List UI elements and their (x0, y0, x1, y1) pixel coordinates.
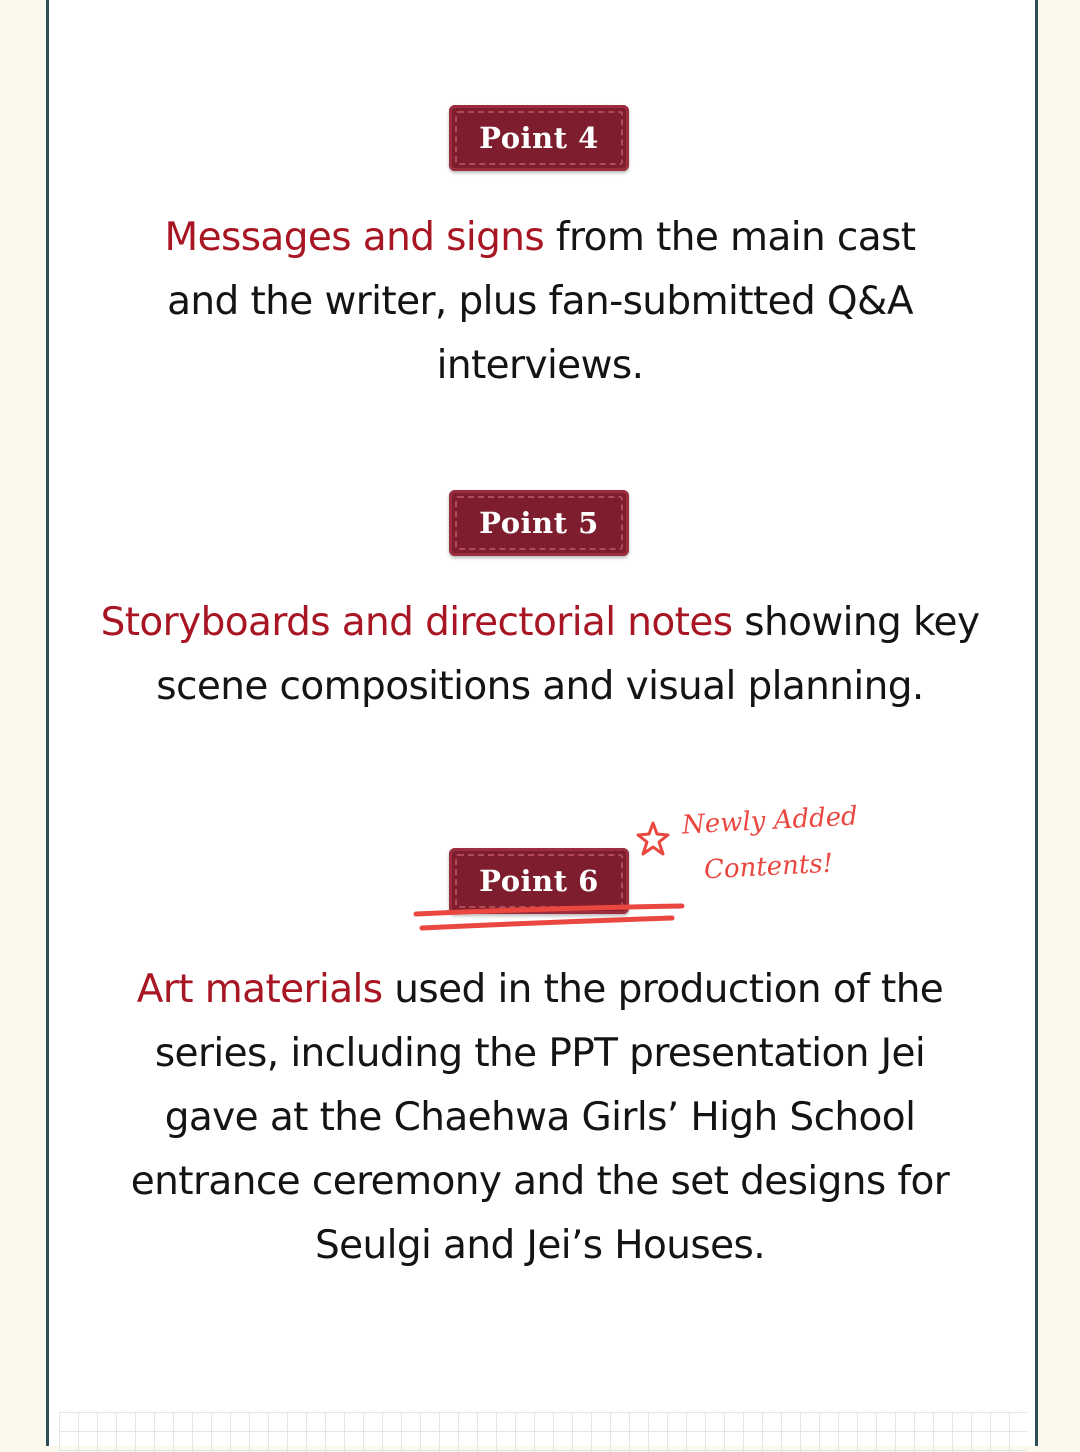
point-5-badge-label: Point 5 (479, 506, 599, 540)
note-line-2: Contents! (703, 848, 834, 886)
point-6-body: used in the production of the series, including the PPT presentation Jei gave at the Chaehwa Girls’ High School entrance ceremony and the set designs for Seulgi and Jei’s Houses. (130, 967, 950, 1268)
point-6-badge-label: Point 6 (479, 864, 599, 898)
point-4-description (140, 206, 940, 398)
point-6-highlight: Art materials (136, 967, 383, 1012)
star-icon (636, 820, 670, 858)
note-line-1: Newly Added (681, 801, 859, 841)
point-4-body: from the main cast and the writer, plus fan-submitted Q&A interviews. (167, 215, 916, 388)
point-5-description (92, 591, 988, 719)
point-5-body: showing key scene compositions and visual planning. (156, 600, 980, 709)
point-5-badge (449, 490, 629, 556)
point-4-highlight: Messages and signs (164, 215, 545, 260)
point-4-badge-label: Point 4 (479, 121, 599, 155)
point-6-description (110, 958, 970, 1278)
point-5-highlight: Storyboards and directorial notes (100, 600, 733, 645)
grid-paper-strip (59, 1412, 1027, 1452)
newly-added-note (636, 800, 876, 900)
point-4-badge (449, 105, 629, 171)
red-underline-mark (410, 896, 690, 936)
